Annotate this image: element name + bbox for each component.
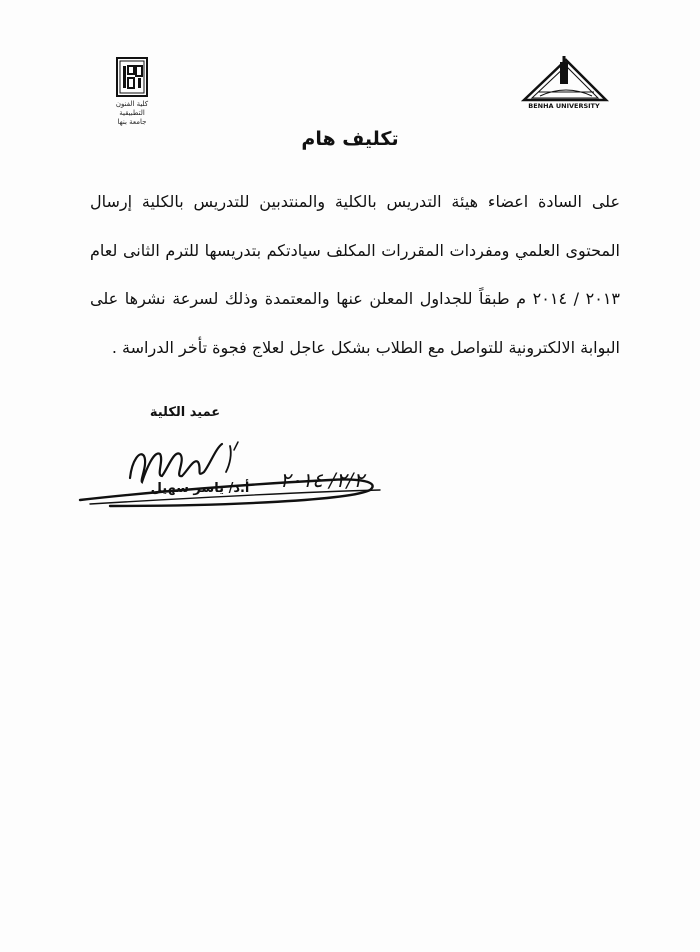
body-line: ٢٠١٣ / ٢٠١٤ م طبقاً للجداول المعلن عنها والمعتمدة وذلك لسرعة نشرها على (90, 289, 620, 308)
body-line: المحتوى العلمي ومفردات المقررات المكلف سيادتكم بتدريسها للترم الثانى لعام (90, 240, 620, 260)
benha-university-logo (518, 52, 610, 110)
dean-title: عميد الكلية (149, 405, 221, 420)
faculty-logo-caption (104, 100, 160, 127)
pyramid-emblem-icon (518, 52, 610, 110)
faculty-logo-caption-line2: جامعة بنها (117, 118, 147, 126)
signatory-name: أ.د/ ياسر سهيل (150, 481, 250, 496)
signature-date: ٢/٢/ ٢٠١٤ (279, 468, 365, 492)
faculty-applied-arts-logo (104, 54, 160, 134)
logo-university-name: BENHA UNIVERSITY (528, 102, 600, 110)
body-line: على السادة اعضاء هيئة التدريس بالكلية والمنتدبين للتدريس بالكلية إرسال (90, 192, 620, 211)
faculty-emblem-icon (104, 54, 160, 100)
body-line: البوابة الالكترونية للتواصل مع الطلاب بشكل عاجل لعلاج فجوة تأخر الدراسة . (111, 337, 620, 357)
document-body (90, 191, 620, 385)
faculty-logo-caption-line1: كلية الفنون التطبيقية (115, 100, 149, 117)
document-title: تكليف هام (301, 128, 399, 150)
